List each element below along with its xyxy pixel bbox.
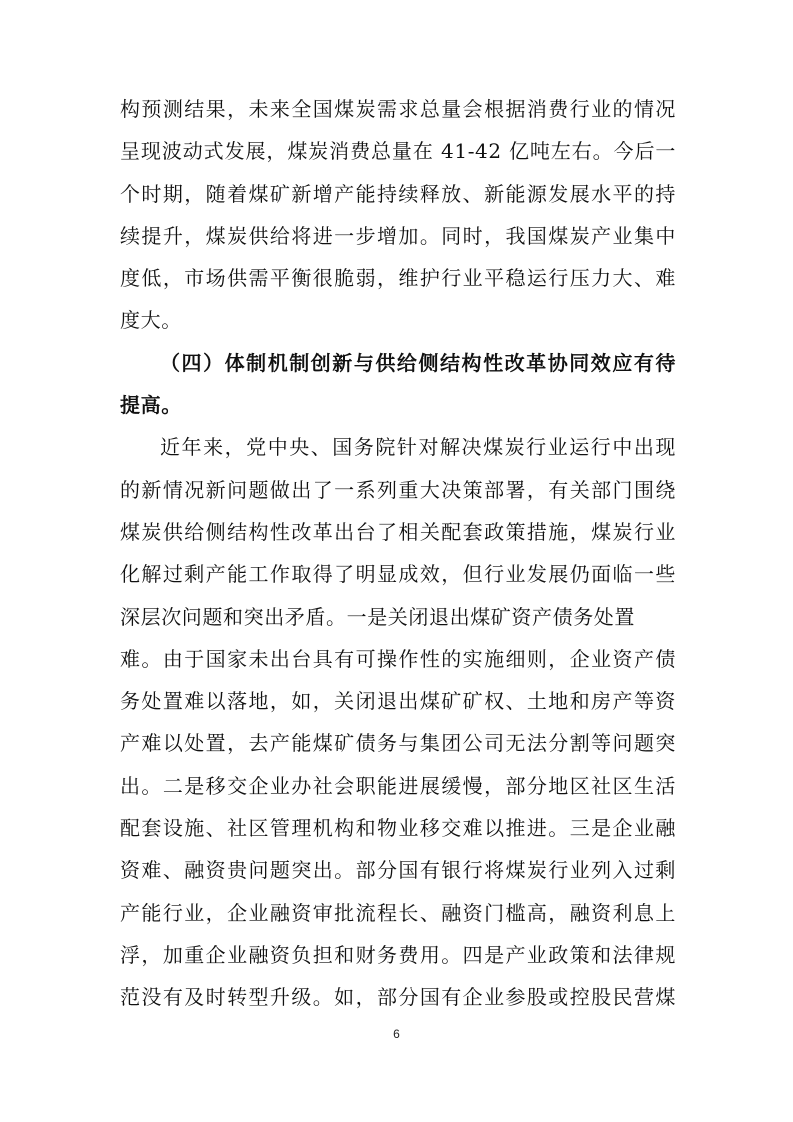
text-line: 配套设施、社区管理机构和物业移交难以推进。三是企业融 xyxy=(120,816,676,841)
text-line: 化解过剩产能工作取得了明显成效，但行业发展仍面临一些 xyxy=(120,562,676,587)
page-content xyxy=(120,88,676,1019)
text-line: 难。由于国家未出台具有可操作性的实施细则，企业资产债 xyxy=(120,646,676,671)
text-line: 续提升，煤炭供给将进一步增加。同时，我国煤炭产业集中 xyxy=(120,223,676,248)
page-number: 6 xyxy=(393,1027,400,1041)
text-line: 资难、融资贵问题突出。部分国有银行将煤炭行业列入过剩 xyxy=(120,858,676,883)
text-line: 个时期，随着煤矿新增产能持续释放、新能源发展水平的持 xyxy=(120,181,676,206)
paragraph-body xyxy=(120,426,676,1018)
text-line: 呈现波动式发展，煤炭消费总量在 41-42 亿吨左右。今后一 xyxy=(120,139,676,164)
paragraph-continuation xyxy=(120,88,676,342)
section-heading xyxy=(120,342,676,427)
text-line: 的新情况新问题做出了一系列重大决策部署，有关部门围绕 xyxy=(120,477,676,502)
heading-line: 提高。 xyxy=(120,393,182,418)
text-line: 近年来，党中央、国务院针对解决煤炭行业运行中出现 xyxy=(160,435,676,460)
text-line: 浮，加重企业融资负担和财务费用。四是产业政策和法律规 xyxy=(120,942,676,967)
text-line: 产难以处置，去产能煤矿债务与集团公司无法分割等问题突 xyxy=(120,731,676,756)
text-line: 范没有及时转型升级。如，部分国有企业参股或控股民营煤 xyxy=(120,985,676,1010)
text-line: 出。二是移交企业办社会职能进展缓慢，部分地区社区生活 xyxy=(120,773,676,798)
text-line: 构预测结果，未来全国煤炭需求总量会根据消费行业的情况 xyxy=(120,97,676,121)
text-line: 煤炭供给侧结构性改革出台了相关配套政策措施，煤炭行业 xyxy=(120,519,676,544)
text-line: 深层次问题和突出矛盾。一是关闭退出煤矿资产债务处置 xyxy=(120,604,635,629)
heading-line: （四）体制机制创新与供给侧结构性改革协同效应有待 xyxy=(160,350,676,375)
text-line: 度低，市场供需平衡很脆弱，维护行业平稳运行压力大、难 xyxy=(120,266,676,291)
text-line: 务处置难以落地，如，关闭退出煤矿矿权、土地和房产等资 xyxy=(120,689,676,714)
text-line: 度大。 xyxy=(120,308,182,333)
text-line: 产能行业，企业融资审批流程长、融资门槛高，融资利息上 xyxy=(120,900,676,925)
